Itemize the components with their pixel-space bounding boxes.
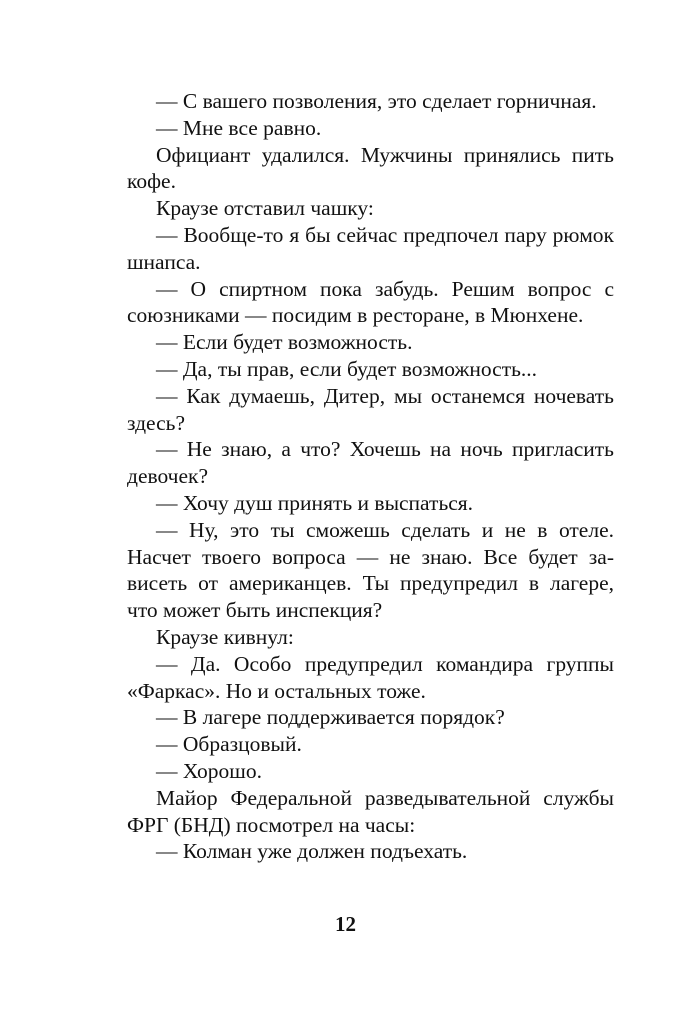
paragraph: — С вашего позволения, это сделает горничная. — [156, 89, 597, 113]
paragraph: — Ну, это ты сможешь сделать и не в отеле. Насчет твоего вопроса — не знаю. Все будет зависеть от американцев. Ты предупредил в лагере, что может быть инспекция? — [127, 517, 614, 623]
paragraph: — Хочу душ принять и выспаться. — [156, 490, 474, 515]
paragraph: Майор Федеральной разведывательной службы ФРГ (БНД) посмотрел на часы: — [127, 785, 614, 837]
paragraph: — Если будет возможность. — [156, 330, 413, 355]
paragraph: Краузе кивнул: — [156, 624, 294, 649]
body-text — [127, 88, 614, 865]
paragraph: — Как думаешь, Дитер, мы останемся ночевать здесь? — [127, 383, 614, 435]
paragraph: — Да. Особо предупредил командира группы «Фаркас». Но и остальных тоже. — [127, 651, 614, 703]
paragraph: Официант удалился. Мужчины принялись пить кофе. — [127, 142, 614, 194]
page-number: 12 — [335, 912, 356, 936]
paragraph: Краузе отставил чашку: — [156, 196, 374, 221]
paragraph: — В лагере поддерживается порядок? — [156, 705, 505, 730]
paragraph: — Не знаю, а что? Хочешь на ночь пригласить девочек? — [127, 437, 614, 489]
paragraph: — Мне все равно. — [156, 115, 322, 140]
paragraph: — О спиртном пока забудь. Решим вопрос с союзниками — посидим в ресторане, в Мюнхене. — [127, 276, 614, 328]
paragraph: — Да, ты прав, если будет возможность... — [156, 356, 538, 381]
paragraph: — Хорошо. — [156, 758, 262, 783]
paragraph: — Образцовый. — [156, 732, 302, 757]
paragraph: — Колман уже должен подъехать. — [156, 839, 468, 864]
paragraph: — Вообще-то я бы сейчас предпочел пару рюмок шнапса. — [127, 222, 614, 274]
